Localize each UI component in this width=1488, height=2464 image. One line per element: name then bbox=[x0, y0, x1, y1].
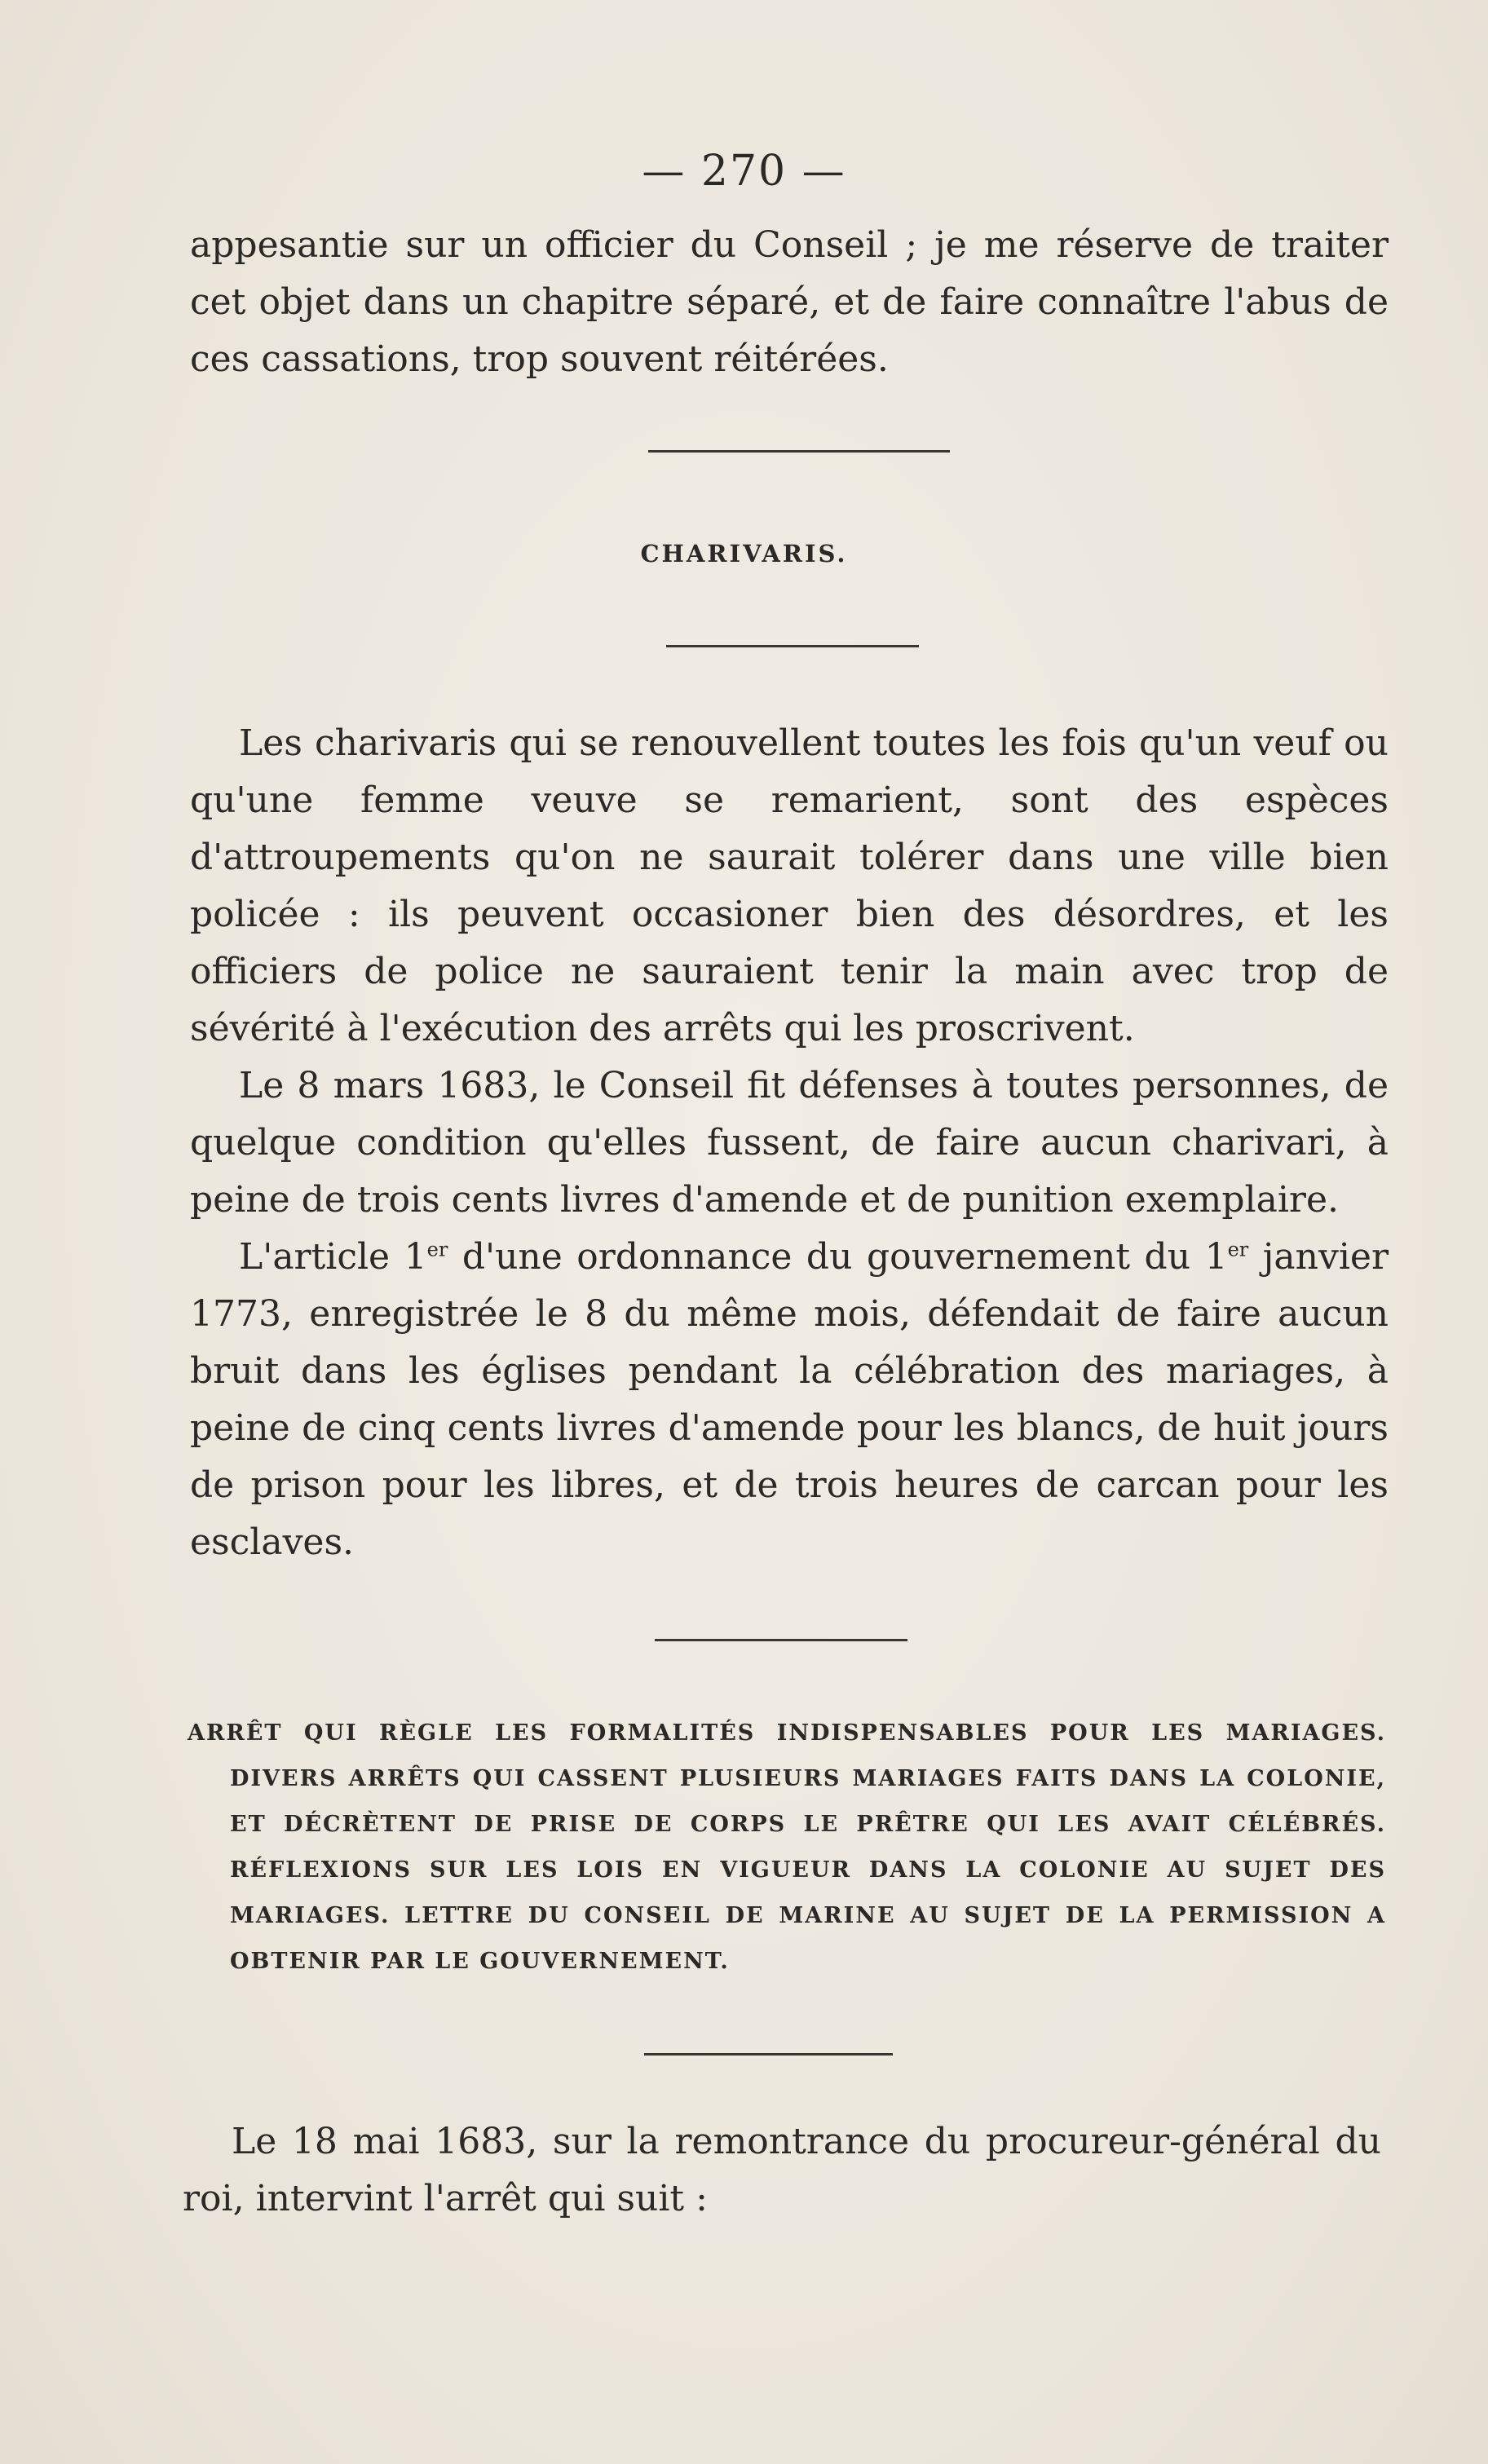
charivaris-paragraph-3 bbox=[190, 1229, 1389, 1571]
closing-paragraph: Le 18 mai 1683, sur la remontrance du procureur-général du roi, intervint l'arrêt qui suit : bbox=[183, 2121, 1381, 2219]
closing-paragraph-block bbox=[183, 2113, 1381, 2228]
p3-text-1: L'article 1 bbox=[239, 1236, 427, 1278]
p3-text-3: janvier 1773, enregistrée le 8 du même mois, défendait de faire aucun bruit dans les églises pendant la célébration des mariages, à peine de cinq cents livres d'amende pour les blancs, de huit jours de prison pour les libres, et de trois heures de carcan pour les esclaves. bbox=[190, 1236, 1389, 1563]
summary-heading-block bbox=[188, 1711, 1386, 1985]
opening-paragraph: appesantie sur un officier du Conseil ; je me réserve de traiter cet objet dans un chapitre séparé, et de faire connaître l'abus de ces cassations, trop souvent réitérées. bbox=[190, 224, 1389, 380]
divider-rule-4 bbox=[644, 2053, 893, 2056]
summary-heading: ARRÊT QUI RÈGLE LES FORMALITÉS INDISPENSABLES POUR LES MARIAGES. DIVERS ARRÊTS QUI CASSENT PLUSIEURS MARIAGES FAITS DANS LA COLONIE, ET DÉCRÈTENT DE PRISE DE CORPS LE PRÊTRE QUI LES AVAIT CÉLÉBRÉS. RÉFLEXIONS SUR LES LOIS EN VIGUEUR DANS LA COLONIE AU SUJET DES MARIAGES. LETTRE DU CONSEIL DE MARINE AU SUJET DE LA PERMISSION A OBTENIR PAR LE GOUVERNEMENT. bbox=[188, 1720, 1386, 1974]
p3-superscript-1: er bbox=[426, 1238, 448, 1261]
charivaris-paragraph-1: Les charivaris qui se renouvellent toutes les fois qu'un veuf ou qu'une femme veuve se remarient, sont des espèces d'attroupements qu'on ne saurait tolérer dans une ville bien policée : ils peuvent occasioner bien des désordres, et les officiers de police ne sauraient tenir la main avec trop de sévérité à l'exécution des arrêts qui les proscrivent. bbox=[190, 722, 1389, 1049]
section-title: CHARIVARIS. bbox=[640, 540, 848, 567]
charivaris-paragraph-2: Le 8 mars 1683, le Conseil fit défenses à toutes personnes, de quelque condition qu'elles fussent, de faire aucun charivari, à peine de trois cents livres d'amende et de punition exemplaire. bbox=[190, 1065, 1389, 1221]
p3-superscript-2: er bbox=[1227, 1238, 1249, 1261]
divider-rule-2 bbox=[666, 645, 919, 647]
page-number: — 270 — bbox=[642, 147, 846, 196]
p3-text-2: d'une ordonnance du gouvernement du 1 bbox=[448, 1236, 1228, 1278]
charivaris-section bbox=[190, 715, 1389, 1571]
divider-rule-1 bbox=[648, 450, 950, 453]
opening-paragraph-block bbox=[190, 217, 1389, 388]
divider-rule-3 bbox=[655, 1639, 907, 1641]
